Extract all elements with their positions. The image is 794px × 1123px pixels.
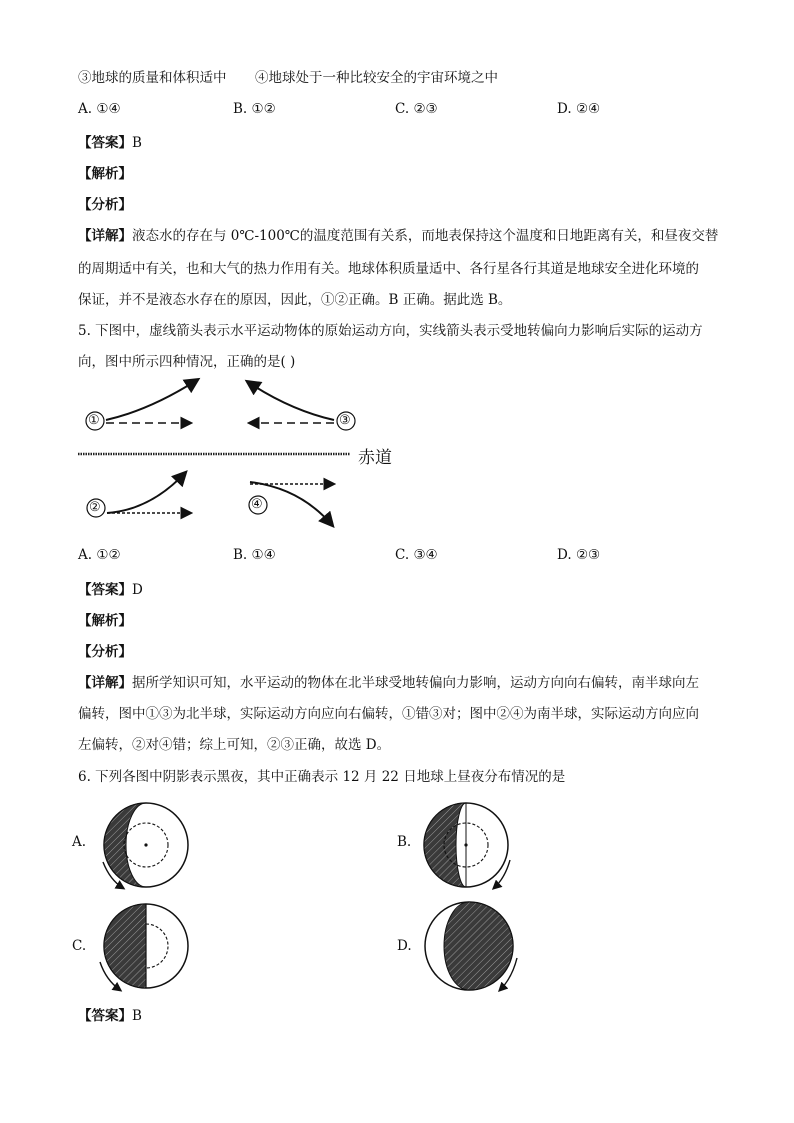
q5-jiexi: 【解析】 bbox=[78, 613, 132, 629]
q5-answer: 【答案】D bbox=[78, 582, 143, 598]
q4-jiexi: 【解析】 bbox=[78, 166, 132, 182]
q4-fenxi: 【分析】 bbox=[78, 197, 132, 213]
q4-answer: 【答案】B bbox=[78, 135, 142, 151]
q6-label-d[interactable]: D. bbox=[397, 938, 412, 954]
q4-option-a[interactable]: A. ①④ bbox=[78, 101, 121, 117]
q6-label-a[interactable]: A. bbox=[72, 834, 87, 850]
q5-option-b[interactable]: B. ①④ bbox=[233, 547, 276, 563]
q4-option-b[interactable]: B. ①② bbox=[233, 101, 276, 117]
label-case-4: ④ bbox=[251, 497, 263, 512]
q6-stem: 6. 下列各图中阴影表示黑夜，其中正确表示 12 月 22 日地球上昼夜分布情况的是 bbox=[78, 769, 566, 785]
q4-detail-line2: 的周期适中有关，也和大气的热力作用有关。地球体积质量适中、各行星各行其道是地球安全进化环境的 bbox=[78, 261, 699, 277]
q5-option-a[interactable]: A. ①② bbox=[78, 547, 121, 563]
q6-answer: 【答案】B bbox=[78, 1008, 142, 1024]
globe-d bbox=[425, 902, 517, 990]
q5-stem-line2: 向，图中所示四种情况，正确的是( ) bbox=[78, 354, 296, 370]
statement-3: ③地球的质量和体积适中 bbox=[78, 70, 227, 86]
q5-stem-line1: 5. 下图中，虚线箭头表示水平运动物体的原始运动方向，实线箭头表示受地转偏向力影响后实际的运动方 bbox=[78, 323, 703, 339]
q4-option-d[interactable]: D. ②④ bbox=[557, 101, 601, 117]
q5-option-d[interactable]: D. ②③ bbox=[557, 547, 601, 563]
q5-detail-line3: 左偏转，②对④错；综上可知，②③正确，故选 D。 bbox=[78, 737, 391, 753]
q4-option-c[interactable]: C. ②③ bbox=[395, 101, 438, 117]
q6-label-c[interactable]: C. bbox=[72, 938, 87, 954]
label-case-1: ① bbox=[88, 413, 100, 428]
q6-label-b[interactable]: B. bbox=[397, 834, 412, 850]
q5-option-c[interactable]: C. ③④ bbox=[395, 547, 438, 563]
q5-fenxi: 【分析】 bbox=[78, 644, 132, 660]
q5-detail-line2: 偏转，图中①③为北半球，实际运动方向应向右偏转，①错③对；图中②④为南半球，实际运动方向应向 bbox=[78, 706, 699, 722]
label-case-2: ② bbox=[89, 500, 101, 515]
equator-label: 赤道 bbox=[358, 448, 392, 468]
label-case-3: ③ bbox=[339, 413, 351, 428]
globe-c bbox=[100, 904, 188, 990]
q5-detail-line1: 【详解】据所学知识可知，水平运动的物体在北半球受地转偏向力影响，运动方向向右偏转，南半球向左 bbox=[78, 675, 699, 691]
statement-4: ④地球处于一种比较安全的宇宙环境之中 bbox=[255, 70, 498, 86]
globe-b bbox=[424, 803, 510, 888]
q4-detail-line1: 【详解】液态水的存在与 0℃-100℃的温度范围有关系，而地表保持这个温度和日地距离有关，和昼夜交替 bbox=[78, 228, 719, 244]
q4-detail-line3: 保证，并不是液态水存在的原因，因此，①②正确。B 正确。据此选 B。 bbox=[78, 292, 512, 308]
globe-a bbox=[103, 803, 188, 888]
